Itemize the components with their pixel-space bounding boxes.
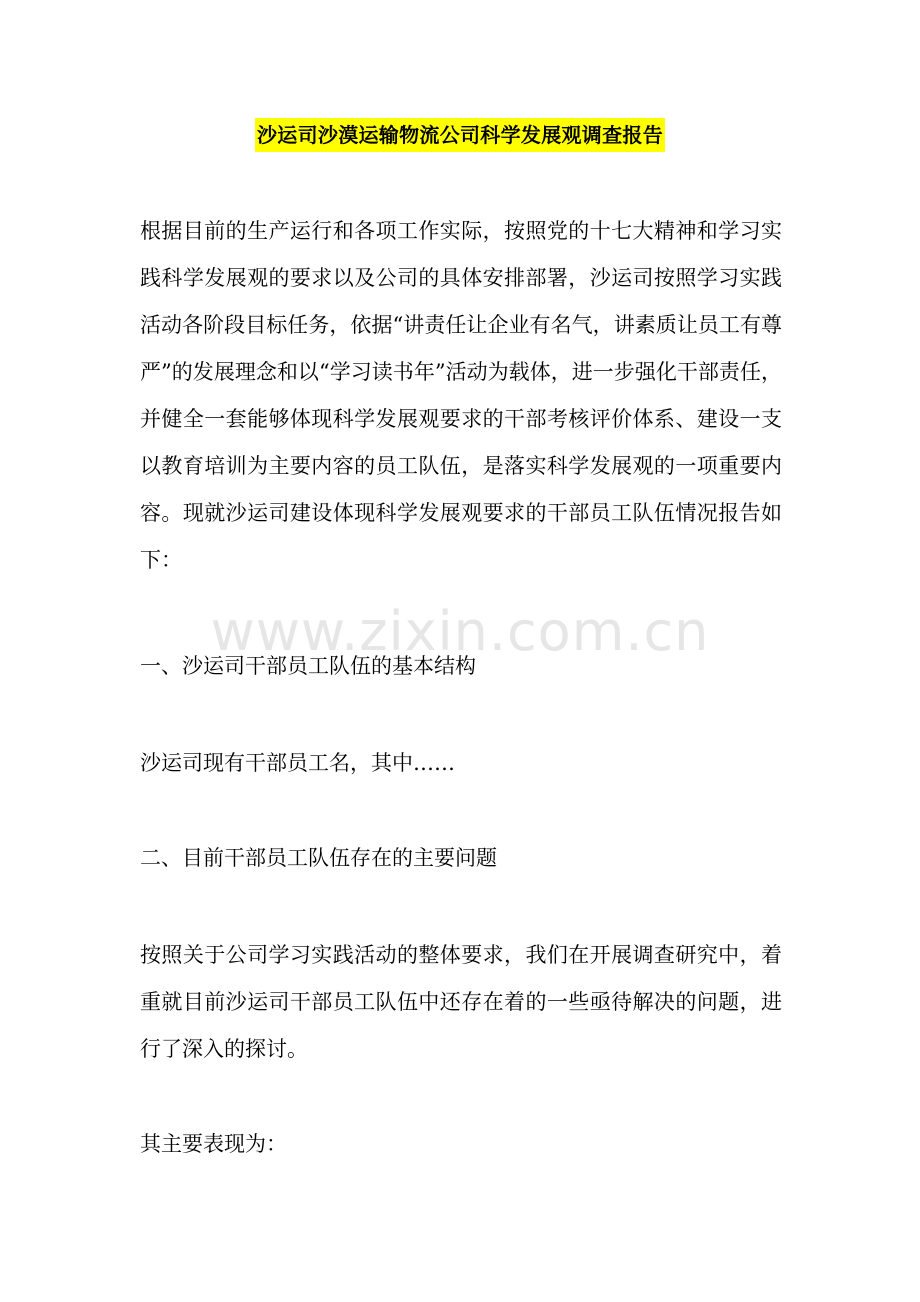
section2-heading: 二、目前干部员工队伍存在的主要问题 xyxy=(140,846,497,870)
section1-heading: 一、沙运司干部员工队伍的基本结构 xyxy=(140,654,476,678)
section2-text: 按照关于公司学习实践活动的整体要求，我们在开展调查研究中，着重就目前沙运司干部员工队伍中还存在着的一些亟待解决的问题，进行了深入的探讨。 xyxy=(140,943,782,1061)
section2-lead: 其主要表现为： xyxy=(140,1132,287,1156)
section1-text: 沙运司现有干部员工名，其中…… xyxy=(140,751,455,775)
title-container xyxy=(0,118,920,152)
watermark: www.zixin.com.cn xyxy=(210,600,710,663)
intro-paragraph: 根据目前的生产运行和各项工作实际，按照党的十七大精神和学习实践科学发展观的要求以及公司的具体安排部署，沙运司按照学习实践活动各阶段目标任务，依据“讲责任让企业有名气，讲素质让员工有尊严”的发展理念和以“学习读书年”活动为载体，进一步强化干部责任，并健全一套能够体现科学发展观要求的干部考核评价体系、建设一支以教育培训为主要内容的员工队伍，是落实科学发展观的一项重要内容。现就沙运司建设体现科学发展观要求的干部员工队伍情况报告如下： xyxy=(140,219,782,572)
document-title: 沙运司沙漠运输物流公司科学发展观调查报告 xyxy=(255,118,665,152)
